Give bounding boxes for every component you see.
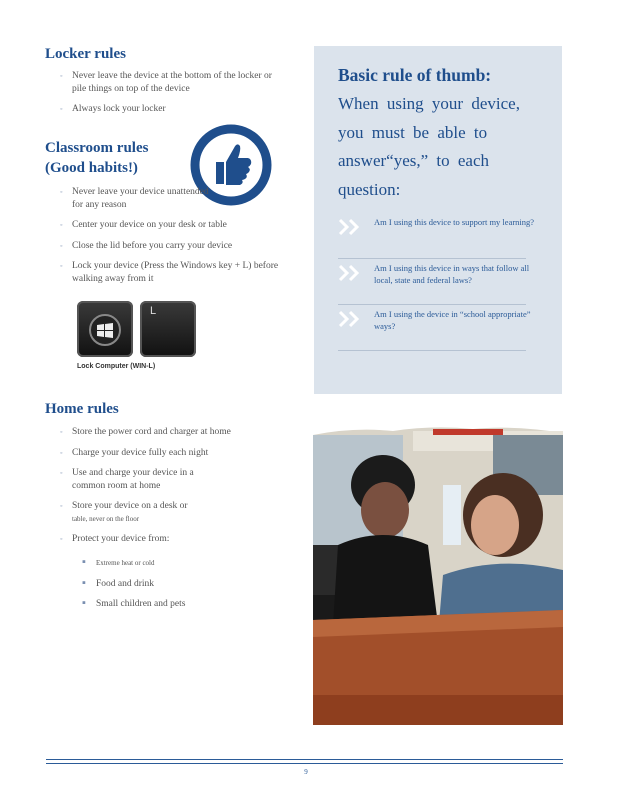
question-item: Am I using the device in “school appropriate” ways? (338, 308, 526, 351)
list-item: ▪ Small children and pets (82, 597, 186, 609)
panel-title: Basic rule of thumb: (338, 65, 492, 85)
question-item: Am I using this device in ways that follow all local, state and federal laws? (338, 262, 526, 305)
locker-rules-list (46, 70, 276, 124)
question-item: Am I using this device to support my learning? (338, 216, 526, 259)
key-caption: Lock Computer (WIN-L) (77, 363, 156, 370)
windows-key (77, 301, 133, 357)
double-chevron-icon (338, 310, 364, 328)
list-item: ◦ Protect your device from: (60, 534, 170, 544)
protect-from-list (46, 557, 286, 619)
list-item: ▪ Extreme heat or cold (82, 556, 155, 568)
list-item: ◦ Store the power cord and charger at home (60, 427, 231, 437)
footer-divider (46, 763, 563, 764)
list-item: ◦ Center your device on your desk or table (60, 220, 227, 230)
page-number: 9 (304, 768, 308, 776)
students-photo (313, 395, 563, 725)
double-chevron-icon (338, 264, 364, 282)
list-item: ◦ Never leave the device at the bottom of the locker or pile things on top of the device (60, 71, 272, 94)
list-item: ◦ Charge your device fully each night (60, 447, 209, 458)
windows-logo-icon (77, 301, 133, 357)
footer-divider (46, 759, 563, 760)
keyboard-keys-image (77, 301, 197, 358)
classroom-rules-list (46, 186, 286, 293)
list-item: ◦ Store your device on a desk or table, never on the floor (60, 501, 188, 523)
home-rules-heading: Home rules (45, 401, 119, 417)
list-item: ◦ Never leave your device unattended for any reason (60, 187, 209, 210)
rule-of-thumb-panel (314, 46, 562, 394)
list-item: ◦ Close the lid before you carry your device (60, 240, 233, 251)
list-item: ◦ Lock your device (Press the Windows key + L) before walking away from it (60, 261, 279, 284)
locker-rules-heading: Locker rules (45, 46, 126, 62)
list-item: ▪ Food and drink (82, 576, 155, 589)
l-key: L (140, 301, 196, 357)
list-item: ◦ Use and charge your device in a common room at home (60, 468, 194, 491)
double-chevron-icon (338, 218, 364, 236)
classroom-rules-heading: Classroom rules (Good habits!) (45, 140, 149, 176)
home-rules-list (46, 426, 286, 554)
panel-text: When using your device, you must be able to answer“yes,” to each question: (338, 94, 520, 199)
list-item: ◦ Always lock your locker (60, 104, 166, 114)
